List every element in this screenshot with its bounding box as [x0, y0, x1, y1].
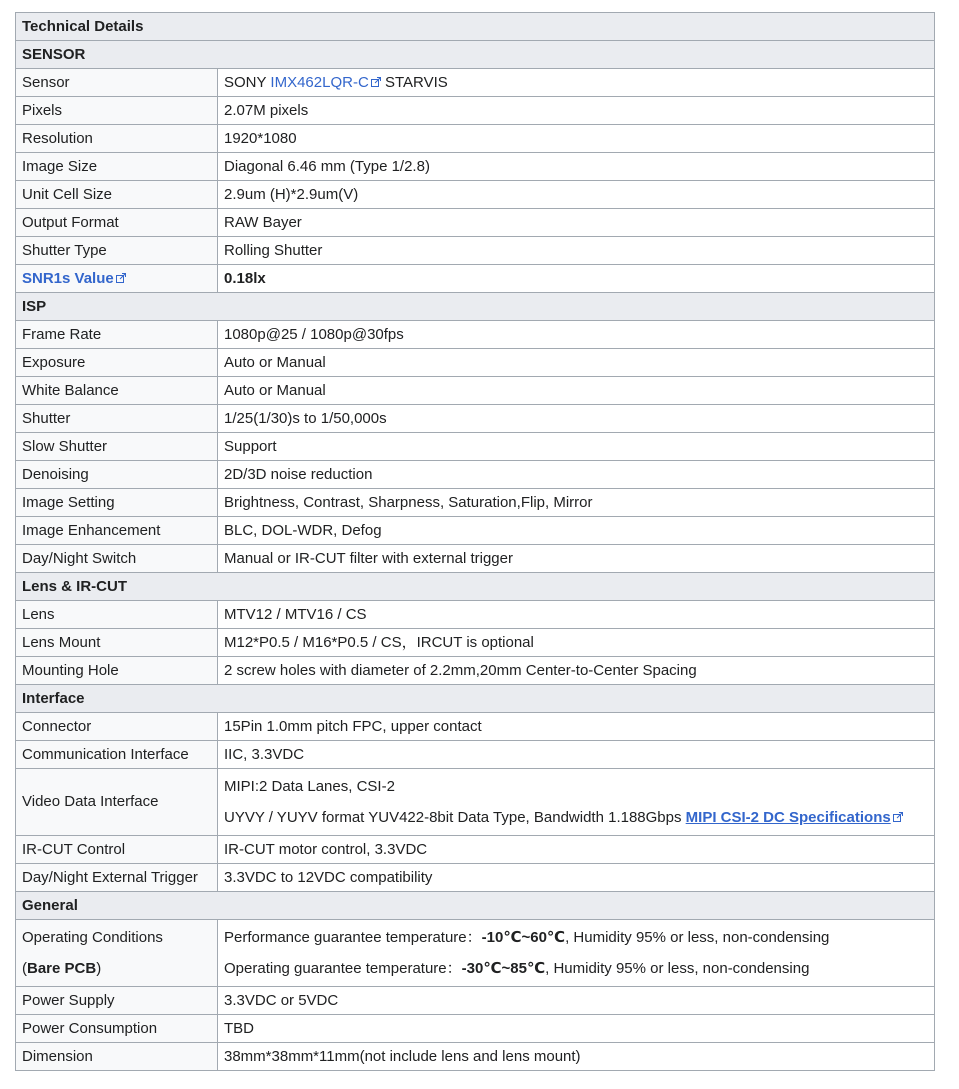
- row-value: [218, 769, 935, 836]
- table-row: [16, 69, 935, 97]
- external-link-icon[interactable]: [371, 77, 381, 87]
- row-value: Manual or IR-CUT filter with external trigger: [218, 545, 935, 573]
- row-value: TBD: [218, 1015, 935, 1043]
- mipi-spec-link[interactable]: MIPI CSI-2 DC Specifications: [685, 809, 891, 826]
- row-value: MTV12 / MTV16 / CS: [218, 601, 935, 629]
- row-label: Resolution: [16, 125, 218, 153]
- row-label: Power Consumption: [16, 1015, 218, 1043]
- row-label: Image Setting: [16, 489, 218, 517]
- row-label: Denoising: [16, 461, 218, 489]
- value-line: [224, 955, 928, 982]
- row-label: Power Supply: [16, 987, 218, 1015]
- row-label: Day/Night External Trigger: [16, 864, 218, 892]
- row-label: Exposure: [16, 349, 218, 377]
- table-row: [16, 517, 935, 545]
- label-line: [22, 955, 211, 982]
- row-value: 3.3VDC or 5VDC: [218, 987, 935, 1015]
- row-value: [218, 920, 935, 987]
- row-label: Pixels: [16, 97, 218, 125]
- table-row: [16, 601, 935, 629]
- technical-details-table: [15, 12, 935, 1071]
- paren-open: (: [22, 960, 27, 977]
- external-link-icon[interactable]: [116, 273, 126, 283]
- table-row: [16, 545, 935, 573]
- row-value: IIC, 3.3VDC: [218, 741, 935, 769]
- table-row: [16, 1015, 935, 1043]
- row-label: Slow Shutter: [16, 433, 218, 461]
- row-value: 1080p@25 / 1080p@30fps: [218, 321, 935, 349]
- row-label: [16, 265, 218, 293]
- performance-temp-label: Performance guarantee temperature：: [224, 929, 482, 946]
- row-label: Video Data Interface: [16, 769, 218, 836]
- row-label: Shutter Type: [16, 237, 218, 265]
- snr-value-link[interactable]: SNR1s Value: [22, 269, 114, 287]
- table-row: [16, 405, 935, 433]
- row-value: Rolling Shutter: [218, 237, 935, 265]
- row-value: 3.3VDC to 12VDC compatibility: [218, 864, 935, 892]
- section-heading-row: [16, 293, 935, 321]
- table-row: [16, 769, 935, 836]
- table-row: [16, 629, 935, 657]
- section-heading-row: [16, 573, 935, 601]
- table-row: [16, 1043, 935, 1071]
- table-row: [16, 713, 935, 741]
- row-value: 2D/3D noise reduction: [218, 461, 935, 489]
- video-format-text: UYVY / YUYV format YUV422-8bit Data Type, Bandwidth 1.188Gbps: [224, 809, 686, 826]
- table-row: [16, 461, 935, 489]
- row-label: Shutter: [16, 405, 218, 433]
- row-value: M12*P0.5 / M16*P0.5 / CS，IRCUT is optional: [218, 629, 935, 657]
- performance-temp-range: -10℃~60℃: [481, 929, 566, 946]
- value-line: MIPI:2 Data Lanes, CSI-2: [224, 778, 395, 795]
- table-row: [16, 209, 935, 237]
- external-link-icon[interactable]: [893, 812, 903, 822]
- row-label: Unit Cell Size: [16, 181, 218, 209]
- row-value: Auto or Manual: [218, 349, 935, 377]
- row-label: IR-CUT Control: [16, 836, 218, 864]
- label-line: Operating Conditions: [22, 929, 163, 946]
- row-value: 0.18lx: [218, 265, 935, 293]
- row-value: 1/25(1/30)s to 1/50,000s: [218, 405, 935, 433]
- sensor-model-link[interactable]: IMX462LQR-C: [270, 73, 369, 91]
- section-heading-general: General: [16, 892, 935, 920]
- section-heading-row: [16, 685, 935, 713]
- value-line: [224, 804, 928, 831]
- row-label: Lens: [16, 601, 218, 629]
- table-row: [16, 920, 935, 987]
- section-heading-interface: Interface: [16, 685, 935, 713]
- sensor-brand: SONY: [224, 73, 271, 91]
- section-heading-sensor: SENSOR: [16, 41, 935, 69]
- row-value: RAW Bayer: [218, 209, 935, 237]
- row-label: Frame Rate: [16, 321, 218, 349]
- table-title: Technical Details: [16, 13, 935, 41]
- row-label: Dimension: [16, 1043, 218, 1071]
- section-heading-row: [16, 41, 935, 69]
- row-value: 2.9um (H)*2.9um(V): [218, 181, 935, 209]
- table-row: [16, 657, 935, 685]
- table-row: [16, 377, 935, 405]
- row-label: Image Enhancement: [16, 517, 218, 545]
- row-label: Communication Interface: [16, 741, 218, 769]
- sensor-series: STARVIS: [380, 73, 448, 91]
- row-value: 38mm*38mm*11mm(not include lens and lens mount): [218, 1043, 935, 1071]
- row-value: [218, 69, 935, 97]
- table-row: [16, 433, 935, 461]
- row-value: 1920*1080: [218, 125, 935, 153]
- section-heading-isp: ISP: [16, 293, 935, 321]
- table-row: [16, 181, 935, 209]
- value-line: [224, 924, 928, 951]
- operating-temp-label: Operating guarantee temperature：: [224, 960, 462, 977]
- row-value: Brightness, Contrast, Sharpness, Saturation,Flip, Mirror: [218, 489, 935, 517]
- table-row: [16, 864, 935, 892]
- row-label: [16, 920, 218, 987]
- table-row: [16, 265, 935, 293]
- row-label: Connector: [16, 713, 218, 741]
- row-value: BLC, DOL-WDR, Defog: [218, 517, 935, 545]
- row-label: White Balance: [16, 377, 218, 405]
- table-row: [16, 97, 935, 125]
- table-row: [16, 153, 935, 181]
- table-row: [16, 321, 935, 349]
- table-row: [16, 237, 935, 265]
- row-label: Lens Mount: [16, 629, 218, 657]
- section-heading-lens: Lens & IR-CUT: [16, 573, 935, 601]
- row-label: Day/Night Switch: [16, 545, 218, 573]
- section-heading-row: [16, 892, 935, 920]
- operating-humidity: , Humidity 95% or less, non-condensing: [545, 960, 810, 977]
- bare-pcb-label: Bare PCB: [27, 960, 97, 977]
- table-row: [16, 987, 935, 1015]
- row-value: 15Pin 1.0mm pitch FPC, upper contact: [218, 713, 935, 741]
- row-value: Diagonal 6.46 mm (Type 1/2.8): [218, 153, 935, 181]
- table-row: [16, 836, 935, 864]
- operating-temp-range: -30℃~85℃: [461, 960, 546, 977]
- table-title-row: [16, 13, 935, 41]
- table-row: [16, 489, 935, 517]
- paren-close: ): [96, 960, 102, 977]
- row-label: Output Format: [16, 209, 218, 237]
- row-value: Support: [218, 433, 935, 461]
- row-value: Auto or Manual: [218, 377, 935, 405]
- row-label: Sensor: [16, 69, 218, 97]
- row-label: Mounting Hole: [16, 657, 218, 685]
- performance-humidity: , Humidity 95% or less, non-condensing: [565, 929, 830, 946]
- row-label: Image Size: [16, 153, 218, 181]
- row-value: 2 screw holes with diameter of 2.2mm,20mm Center-to-Center Spacing: [218, 657, 935, 685]
- table-row: [16, 125, 935, 153]
- row-value: 2.07M pixels: [218, 97, 935, 125]
- table-row: [16, 349, 935, 377]
- row-value: IR-CUT motor control, 3.3VDC: [218, 836, 935, 864]
- table-row: [16, 741, 935, 769]
